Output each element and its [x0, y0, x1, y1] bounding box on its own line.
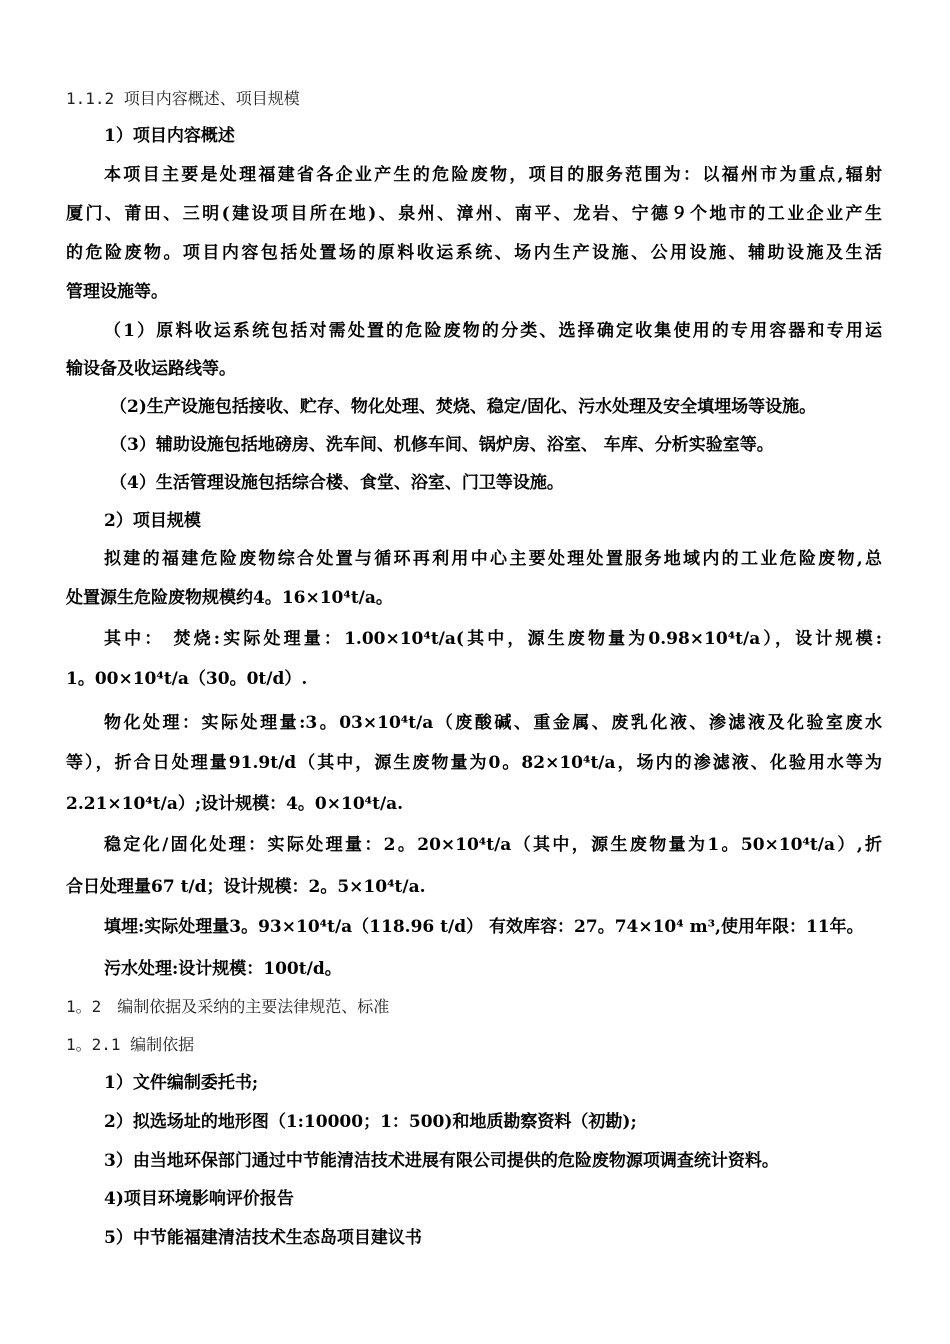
paragraph-line: 填埋:实际处理量3。93×10⁴t/a（118.96 t/d） 有效库容：27。74×10⁴ m³,使用年限：11年。 — [104, 917, 864, 937]
basis-item: 1）文件编制委托书; — [104, 1073, 259, 1093]
paragraph-line: 本项目主要是处理福建省各企业产生的危险废物，项目的服务范围为：以福州市为重点,辐射 — [104, 165, 882, 185]
basis-item: 3）由当地环保部门通过中节能清洁技术进展有限公司提供的危险废物源项调查统计资料。 — [104, 1151, 779, 1171]
paragraph-line: 管理设施等。 — [66, 282, 168, 302]
basis-item: 2）拟选场址的地形图（1:10000；1：500)和地质勘察资料（初勘); — [104, 1112, 637, 1132]
list-item: （1）原料收运系统包括对需处置的危险废物的分类、选择确定收集使用的专用容器和专用运 — [104, 321, 882, 341]
paragraph-line: 1。00×10⁴t/a（30。0t/d）. — [66, 669, 308, 689]
list-item-continuation: 输设备及收运路线等。 — [66, 359, 236, 379]
list-item: （2)生产设施包括接收、贮存、物化处理、焚烧、稳定/固化、污水处理及安全填埋场等设施。 — [110, 397, 817, 417]
section-heading-1-1-2: 1.1.2 项目内容概述、项目规模 — [66, 89, 300, 108]
paragraph-line: 的危险废物。项目内容包括处置场的原料收运系统、场内生产设施、公用设施、辅助设施及生活 — [66, 243, 882, 263]
subheading-content-overview: 1）项目内容概述 — [104, 126, 235, 146]
basis-item: 4)项目环境影响评价报告 — [104, 1189, 294, 1209]
paragraph-line: 厦门、莆田、三明(建设项目所在地)、泉州、漳州、南平、龙岩、宁德９个地市的工业企业产生 — [66, 204, 882, 224]
paragraph-line: 拟建的福建危险废物综合处置与循环再利用中心主要处理处置服务地域内的工业危险废物,总 — [104, 549, 882, 569]
list-item: （3）辅助设施包括地磅房、洗车间、机修车间、锅炉房、浴室、 车库、分析实验室等。 — [110, 435, 774, 455]
section-heading-1-2: 1。2 编制依据及采纳的主要法律规范、标准 — [66, 997, 390, 1016]
subheading-project-scale: 2）项目规模 — [104, 511, 201, 531]
paragraph-line: 污水处理:设计规模：100t/d。 — [104, 959, 342, 979]
paragraph-line: 等），折合日处理量91.9t/d（其中，源生废物量为0。82×10⁴t/a，场内的渗滤液、化验用水等为 — [66, 753, 882, 773]
paragraph-line: 合日处理量67 t/d；设计规模：2。5×10⁴t/a. — [66, 877, 426, 897]
paragraph-line: 物化处理：实际处理量:3。03×10⁴t/a（废酸碱、重金属、废乳化液、渗滤液及化验室废水 — [104, 713, 882, 733]
paragraph-line: 稳定化/固化处理：实际处理量：2。20×10⁴t/a（其中，源生废物量为1。50×10⁴t/a）,折 — [104, 835, 882, 855]
list-item: （4）生活管理设施包括综合楼、食堂、浴室、门卫等设施。 — [110, 473, 564, 493]
section-heading-1-2-1: 1。2.1 编制依据 — [66, 1035, 195, 1054]
paragraph-line: 其中： 焚烧:实际处理量：1.00×10⁴t/a(其中，源生废物量为0.98×10⁴t/a），设计规模: — [104, 629, 882, 649]
basis-item: 5）中节能福建清洁技术生态岛项目建议书 — [104, 1228, 422, 1248]
paragraph-line: 处置源生危险废物规模约4。16×10⁴t/a。 — [66, 588, 393, 608]
paragraph-line: 2.21×10⁴t/a）;设计规模：4。0×10⁴t/a. — [66, 794, 404, 814]
